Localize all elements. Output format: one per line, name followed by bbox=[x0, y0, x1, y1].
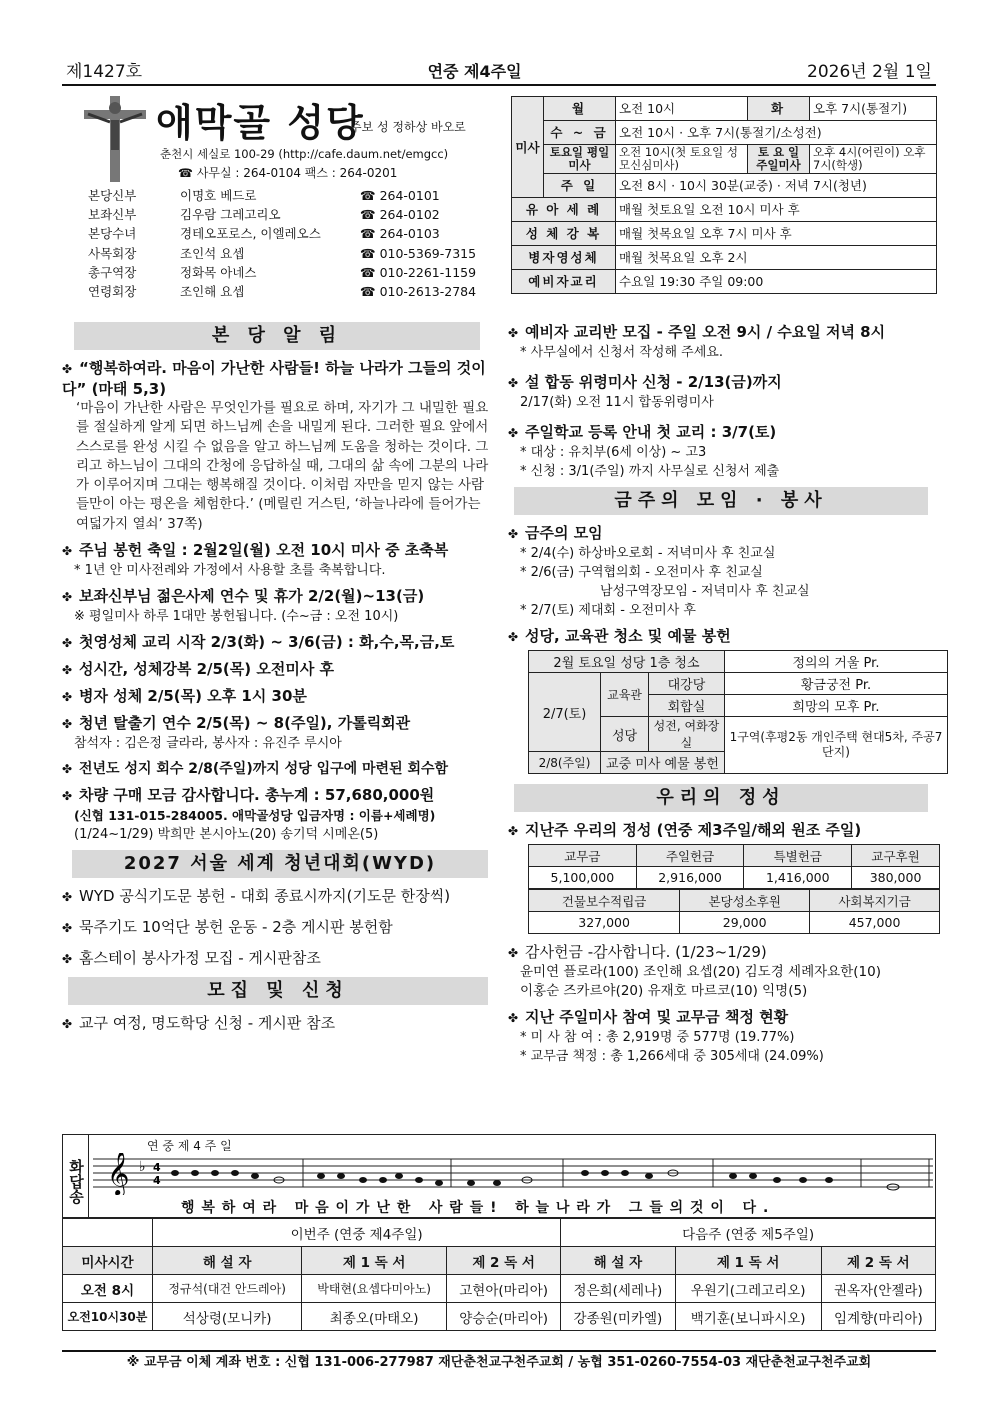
staff-row bbox=[88, 244, 498, 263]
sacrament-label: 유 아 세 례 bbox=[512, 198, 616, 222]
svg-text:4: 4 bbox=[153, 1161, 161, 1174]
notice-item-detail: ※ 평일미사 하루 1대만 봉헌됩니다. (수~금 : 오전 10시) bbox=[74, 609, 399, 625]
phone-icon: ☎ bbox=[360, 188, 376, 203]
diamond-bullet-icon: ✤ bbox=[508, 326, 519, 340]
staff-role: 보좌신부 bbox=[88, 207, 137, 223]
mass-day: 주 일 bbox=[544, 174, 616, 198]
cleaning-cell: 성당 bbox=[601, 717, 649, 752]
right-item bbox=[508, 322, 938, 362]
diamond-bullet-icon: ✤ bbox=[62, 890, 73, 905]
sacrament-label: 성 체 강 복 bbox=[512, 222, 616, 246]
schedule-header: 미사시간 bbox=[63, 1247, 153, 1275]
phone-icon: ☎ bbox=[360, 207, 376, 223]
notice-item-title: 주님 봉헌 축일 : 2월2일(월) 오전 10시 미사 중 초축복 bbox=[79, 541, 449, 560]
notice-item-detail: (신협 131-015-284005. 애막골성당 입금자명 : 이름+세례명) bbox=[74, 808, 436, 824]
right-item-detail: * 신청 : 3/1(주일) 까지 사무실로 신청서 제출 bbox=[520, 464, 780, 479]
diamond-bullet-icon: ✤ bbox=[62, 663, 73, 678]
notice-item-detail: (1/24~1/29) 박희만 본시아노(20) 송기덕 시메온(5) bbox=[74, 827, 379, 843]
meeting-heading: 금주의 모임 bbox=[525, 524, 603, 542]
schedule-cell: 정은희(세레나) bbox=[561, 1275, 675, 1303]
cleaning-block bbox=[508, 626, 943, 774]
mass-time: 오전 10시(첫 토요일 성모신심미사) bbox=[616, 145, 748, 174]
offering-table-2 bbox=[528, 889, 940, 934]
notice-item-title: 병자 성체 2/5(목) 오후 1시 30분 bbox=[79, 687, 307, 706]
notice-item bbox=[62, 713, 492, 753]
mass-time: 오전 10시 · 오후 7시(통절기/소성전) bbox=[616, 121, 937, 145]
mass-time: 오후 7시(통절기) bbox=[810, 97, 937, 121]
staff-tel-number: 010-2613-2784 bbox=[379, 284, 477, 300]
right-item-detail: 2/17(화) 오전 11시 합동위령미사 bbox=[520, 395, 714, 410]
notice-quote bbox=[62, 358, 492, 534]
recruit-section-title: 모집 및 신청 bbox=[68, 977, 488, 1005]
recruit-item-text: 교구 여정, 명도학당 신청 - 게시판 참조 bbox=[79, 1014, 336, 1033]
quote-title: “행복하여라. 마음이 가난한 사람들! 하늘 나라가 그들의 것이다” (마태 5,3) bbox=[62, 359, 486, 398]
staff-row bbox=[88, 205, 498, 224]
issue-date: 2026년 2월 1일 bbox=[807, 62, 932, 82]
offering-table bbox=[528, 844, 940, 889]
staff-role: 사목회장 bbox=[88, 245, 137, 261]
schedule-next-week: 다음주 (연중 제5주일) bbox=[561, 1219, 936, 1247]
parish-phones: ☎ 사무실 : 264-0104 팩스 : 264-0201 bbox=[178, 166, 398, 180]
thanks-line: 윤미연 플로라(100) 조인해 요셉(20) 김도경 세례자요한(10) bbox=[520, 964, 881, 980]
schedule-cell: 백기훈(보니파시오) bbox=[675, 1303, 821, 1331]
right-item-title: 예비자 교리반 모집 - 주일 오전 9시 / 수요일 저녁 8시 bbox=[525, 323, 886, 341]
cleaning-heading: 성당, 교육관 청소 및 예물 봉헌 bbox=[525, 627, 731, 645]
staff-row bbox=[88, 263, 498, 282]
schedule-row bbox=[63, 1303, 936, 1331]
mass-day: 월 bbox=[544, 97, 616, 121]
schedule-this-week: 이번주 (연중 제4주일) bbox=[153, 1219, 561, 1247]
schedule-header: 해 설 자 bbox=[153, 1247, 302, 1275]
offering-heading: 지난주 우리의 정성 (연중 제3주일/해외 원조 주일) bbox=[525, 821, 862, 839]
quote-body: ‘마음이 가난한 사람은 무엇인가를 필요로 하며, 자기가 그 내밀한 필요를 절실하게 알게 되면 하느님께 손을 내밀게 된다. 그러한 필요 앞에서 스스로를 완성 시킬 수 없음을 알고 하느님께 도움을 청하는 것이다. 그리고 하느님이 그대의 간청에 응답하실 때, 그대의 삶 속에 그분의 나라가 이루어지며 그대는 행복해질 것이다. 이처럼 자만을 믿지 않는 사람들만이 아는 평온을 체험한다.’ (메릴린 거스틴, ‘하늘나라에 들어가는 여덟가지 열쇠’ 37쪽) bbox=[76, 400, 489, 532]
schedule-cell: 권옥자(안젤라) bbox=[821, 1275, 935, 1303]
diamond-bullet-icon: ✤ bbox=[62, 762, 73, 777]
participation-line: * 교무금 책정 : 총 1,266세대 중 305세대 (24.09%) bbox=[520, 1049, 824, 1064]
sacrament-text: 매월 첫목요일 오후 2시 bbox=[616, 246, 937, 270]
offering-cell: 특별헌금 bbox=[744, 845, 852, 867]
diamond-bullet-icon: ✤ bbox=[508, 376, 519, 390]
notice-item bbox=[62, 632, 492, 653]
phone-icon: ☎ bbox=[360, 284, 376, 300]
diamond-bullet-icon: ✤ bbox=[62, 544, 73, 559]
staff-tel-number: 010-2261-1159 bbox=[379, 264, 477, 280]
schedule-cell: 우원기(그레고리오) bbox=[675, 1275, 821, 1303]
staff-role: 총구역장 bbox=[88, 264, 137, 280]
schedule-cell: 오전10시30분 bbox=[63, 1303, 153, 1331]
svg-text:4: 4 bbox=[153, 1174, 161, 1187]
right-column bbox=[508, 322, 943, 1072]
cleaning-cell: 황금궁전 Pr. bbox=[724, 673, 947, 695]
right-item-title: 주일학교 등록 안내 첫 교리 : 3/7(토) bbox=[525, 423, 777, 441]
wyd-item bbox=[62, 886, 492, 907]
notice-item-detail: * 1년 안 미사전례와 가정에서 사용할 초를 축복합니다. bbox=[74, 563, 386, 579]
participation-line: * 미 사 참 여 : 총 2,919명 중 577명 (19.77%) bbox=[520, 1030, 795, 1045]
parish-name: 애막골 성당 bbox=[156, 101, 365, 145]
thanks-block bbox=[508, 942, 938, 1001]
offering-cell: 교구후원 bbox=[852, 845, 940, 867]
staff-tel-number: 264-0101 bbox=[379, 188, 440, 203]
offering-cell: 5,100,000 bbox=[529, 867, 637, 889]
offering-cell: 29,000 bbox=[680, 912, 810, 934]
notice-item bbox=[62, 759, 492, 779]
schedule-cell: 최종오(마태오) bbox=[302, 1303, 447, 1331]
diamond-bullet-icon: ✤ bbox=[508, 824, 519, 838]
offering-cell: 본당성소후원 bbox=[680, 890, 810, 912]
staff-row bbox=[88, 224, 498, 243]
schedule-cell: 박태현(요셉다미아노) bbox=[302, 1275, 447, 1303]
svg-text:♭: ♭ bbox=[139, 1159, 146, 1175]
cleaning-cell: 교육관 bbox=[601, 673, 649, 717]
thanks-heading: 감사헌금 -감사합니다. (1/23~1/29) bbox=[525, 943, 767, 961]
notice-item-title: 성시간, 성체강복 2/5(목) 오전미사 후 bbox=[79, 660, 335, 679]
diamond-bullet-icon: ✤ bbox=[62, 921, 73, 936]
parish-address: 춘천시 세실로 100-29 (http://cafe.daum.net/emgcc) bbox=[160, 147, 449, 161]
mass-schedule-table bbox=[511, 96, 937, 294]
staff-name: 경테오포로스, 이엘레오스 bbox=[180, 226, 321, 242]
mass-time: 오전 10시 bbox=[616, 97, 748, 121]
meeting-line: * 2/7(토) 제대회 - 오전미사 후 bbox=[520, 603, 696, 618]
schedule-header: 해 설 자 bbox=[561, 1247, 675, 1275]
staff-name: 조인석 요셉 bbox=[180, 245, 245, 261]
diamond-bullet-icon: ✤ bbox=[62, 362, 73, 376]
offering-cell: 380,000 bbox=[852, 867, 940, 889]
staff-tel bbox=[360, 263, 498, 282]
schedule-row bbox=[63, 1275, 936, 1303]
notice-item bbox=[62, 785, 492, 844]
offering-cell: 교무금 bbox=[529, 845, 637, 867]
diamond-bullet-icon: ✤ bbox=[508, 426, 519, 440]
offering-cell: 1,416,000 bbox=[744, 867, 852, 889]
diamond-bullet-icon: ✤ bbox=[62, 717, 73, 732]
schedule-cell: 고현아(마리아) bbox=[446, 1275, 560, 1303]
wyd-item-text: 홈스테이 봉사가정 모집 - 게시판참조 bbox=[79, 949, 321, 968]
notice-item-title: 전년도 성지 회수 2/8(주일)까지 성당 입구에 마련된 회수함 bbox=[79, 761, 449, 778]
right-item bbox=[508, 422, 938, 481]
mass-day: 토요일 평일미사 bbox=[544, 145, 616, 174]
cleaning-cell: 회합실 bbox=[649, 695, 725, 717]
phone-icon: ☎ bbox=[360, 226, 376, 242]
offering-section-title: 우리의 정성 bbox=[514, 784, 928, 812]
staff-list bbox=[88, 186, 498, 301]
schedule-cell: 임계향(마리아) bbox=[821, 1303, 935, 1331]
mass-label: 미사 bbox=[512, 97, 544, 198]
offering-cell: 건물보수적립금 bbox=[529, 890, 680, 912]
phone-icon: ☎ bbox=[360, 264, 376, 280]
staff-name: 김우람 그레고리오 bbox=[180, 207, 281, 223]
notice-item-title: 첫영성체 교리 시작 2/3(화) ~ 3/6(금) : 화,수,목,금,토 bbox=[79, 633, 455, 652]
participation-block bbox=[508, 1007, 938, 1066]
diamond-bullet-icon: ✤ bbox=[62, 789, 73, 804]
staff-tel bbox=[360, 244, 498, 263]
right-item-title: 설 합동 위령미사 신청 - 2/13(금)까지 bbox=[525, 373, 782, 391]
sacrament-label: 병자영성체 bbox=[512, 246, 616, 270]
meeting-line: * 2/4(수) 하상바오로회 - 저녁미사 후 친교실 bbox=[520, 546, 776, 561]
lector-schedule-table bbox=[62, 1218, 936, 1331]
staff-role: 연령회장 bbox=[88, 284, 137, 300]
schedule-header: 제 2 독 서 bbox=[446, 1247, 560, 1275]
staff-name: 이명호 베드로 bbox=[180, 188, 257, 203]
right-item-detail: * 대상 : 유치부(6세 이상) ~ 고3 bbox=[520, 445, 707, 460]
offering-cell: 327,000 bbox=[529, 912, 680, 934]
mass-day: 토 요 일 주일미사 bbox=[748, 145, 810, 174]
schedule-header: 제 2 독 서 bbox=[821, 1247, 935, 1275]
meeting-line: 남성구역장모임 - 저녁미사 후 친교실 bbox=[600, 584, 810, 599]
psalm-label: 화답송 bbox=[63, 1135, 89, 1217]
music-staff bbox=[93, 1153, 933, 1195]
schedule-cell: 강종원(미카엘) bbox=[561, 1303, 675, 1331]
thanks-line: 이홍순 즈카르야(20) 유재호 마르코(10) 익명(5) bbox=[520, 983, 808, 999]
account-footer: ※ 교무금 이체 계좌 번호 : 신협 131-006-277987 재단춘천교구천주교회 / 농협 351-0260-7554-03 재단춘천교구천주교회 bbox=[62, 1350, 936, 1374]
staff-tel bbox=[360, 186, 498, 205]
phone-icon: ☎ bbox=[360, 245, 376, 261]
staff-tel-number: 264-0102 bbox=[379, 207, 440, 223]
right-item bbox=[508, 372, 938, 412]
offering-cell: 2,916,000 bbox=[636, 867, 744, 889]
staff-tel-number: 010-5369-7315 bbox=[379, 245, 477, 261]
psalm-week: 연 중 제 4 주 일 bbox=[147, 1139, 232, 1153]
offering-cell: 주일헌금 bbox=[636, 845, 744, 867]
mass-time: 오후 4시(어린이) 오후 7시(학생) bbox=[810, 145, 937, 174]
offering-cell: 사회복지기금 bbox=[810, 890, 940, 912]
wyd-section-title: 2027 서울 세계 청년대회(WYD) bbox=[72, 850, 488, 878]
psalm-response-score bbox=[62, 1134, 936, 1218]
participation-heading: 지난 주일미사 참여 및 교무금 책정 현황 bbox=[525, 1008, 789, 1026]
schedule-cell: 석상령(모니카) bbox=[153, 1303, 302, 1331]
cleaning-cell: 2/8(주일) bbox=[529, 752, 601, 774]
schedule-cell: 정규석(대건 안드레아) bbox=[153, 1275, 302, 1303]
crucifix-icon bbox=[80, 92, 150, 184]
staff-tel bbox=[360, 224, 498, 243]
diamond-bullet-icon: ✤ bbox=[508, 527, 519, 541]
schedule-corner bbox=[63, 1219, 153, 1247]
staff-name: 조인해 요셉 bbox=[180, 284, 245, 300]
mass-time: 오전 8시 · 10시 30분(교중) · 저녁 7시(청년) bbox=[616, 174, 937, 198]
left-column bbox=[62, 322, 492, 1040]
staff-name: 정화목 아네스 bbox=[180, 264, 257, 280]
sacrament-text: 매월 첫목요일 오후 7시 미사 후 bbox=[616, 222, 937, 246]
cleaning-cell: 2/7(토) bbox=[529, 673, 601, 752]
notice-item-detail: 참석자 : 김은정 글라라, 봉사자 : 유진주 루시아 bbox=[74, 736, 342, 752]
cleaning-cell: 정의의 거울 Pr. bbox=[724, 651, 947, 673]
notice-item-title: 차량 구매 모금 감사합니다. 총누계 : 57,680,000원 bbox=[79, 786, 435, 805]
cleaning-cell: 2월 토요일 성당 1층 청소 bbox=[529, 651, 725, 673]
mass-day: 화 bbox=[748, 97, 810, 121]
staff-tel bbox=[360, 282, 498, 301]
sacrament-text: 매월 첫토요일 오전 10시 미사 후 bbox=[616, 198, 937, 222]
cleaning-table bbox=[528, 650, 948, 774]
diamond-bullet-icon: ✤ bbox=[508, 630, 519, 644]
cleaning-cell: 교중 미사 예물 봉헌 bbox=[601, 752, 725, 774]
staff-tel bbox=[360, 205, 498, 224]
notice-item bbox=[62, 686, 492, 707]
cleaning-cell: 대강당 bbox=[649, 673, 725, 695]
issue-number: 제1427호 bbox=[66, 62, 143, 82]
notice-item bbox=[62, 659, 492, 680]
mass-day: 수 ~ 금 bbox=[544, 121, 616, 145]
wyd-item-text: 묵주기도 10억단 봉헌 운동 - 2층 게시판 봉헌함 bbox=[79, 918, 393, 937]
offering-block bbox=[508, 820, 938, 934]
diamond-bullet-icon: ✤ bbox=[62, 952, 73, 967]
notice-section-title: 본 당 알 림 bbox=[74, 322, 480, 350]
diamond-bullet-icon: ✤ bbox=[508, 946, 519, 960]
schedule-cell: 양승순(마리아) bbox=[446, 1303, 560, 1331]
parish-patron: 주보 성 정하상 바오로 bbox=[350, 120, 466, 134]
schedule-header: 제 1 독 서 bbox=[675, 1247, 821, 1275]
wyd-item bbox=[62, 917, 492, 938]
sacrament-label: 예비자교리 bbox=[512, 270, 616, 294]
staff-row bbox=[88, 186, 498, 205]
schedule-cell: 오전 8시 bbox=[63, 1275, 153, 1303]
psalm-lyrics: 행 복 하 여 라 마 음 이 가 난 한 사 람 들 ! 하 늘 나 라 가 그 들 의 것 이 다 . bbox=[181, 1200, 770, 1216]
staff-tel-number: 264-0103 bbox=[379, 226, 440, 242]
sacrament-text: 수요일 19:30 주일 09:00 bbox=[616, 270, 937, 294]
schedule-header: 제 1 독 서 bbox=[302, 1247, 447, 1275]
wyd-item bbox=[62, 948, 492, 969]
notice-item bbox=[62, 540, 492, 580]
wyd-item-text: WYD 공식기도문 봉헌 - 대회 종료시까지(기도문 한장씩) bbox=[79, 887, 451, 906]
diamond-bullet-icon: ✤ bbox=[508, 1011, 519, 1025]
liturgical-week: 연중 제4주일 bbox=[427, 62, 522, 81]
cleaning-cell: 성전, 여화장실 bbox=[649, 717, 725, 752]
staff-role: 본당수녀 bbox=[88, 226, 137, 242]
right-item-detail: * 사무실에서 신청서 작성해 주세요. bbox=[520, 345, 723, 360]
diamond-bullet-icon: ✤ bbox=[62, 1017, 73, 1032]
notice-item-title: 보좌신부님 젊은사제 연수 및 휴가 2/2(월)~13(금) bbox=[79, 587, 425, 606]
notice-item-title: 청년 탈출기 연수 2/5(목) ~ 8(주일), 가톨릭회관 bbox=[79, 714, 411, 733]
cleaning-cell: 희망의 모후 Pr. bbox=[724, 695, 947, 717]
diamond-bullet-icon: ✤ bbox=[62, 590, 73, 605]
recruit-item bbox=[62, 1013, 492, 1034]
header-bar bbox=[62, 62, 936, 86]
diamond-bullet-icon: ✤ bbox=[62, 636, 73, 651]
staff-row bbox=[88, 282, 498, 301]
meeting-block bbox=[508, 523, 938, 620]
offering-cell: 457,000 bbox=[810, 912, 940, 934]
notice-item bbox=[62, 586, 492, 626]
svg-text:𝄞: 𝄞 bbox=[107, 1153, 130, 1195]
meeting-section-title: 금주의 모임 · 봉사 bbox=[514, 487, 928, 515]
cleaning-cell: 1구역(후평2동 개인주택 현대5차, 주공7단지) bbox=[724, 717, 947, 774]
diamond-bullet-icon: ✤ bbox=[62, 690, 73, 705]
staff-role: 본당신부 bbox=[88, 188, 137, 203]
meeting-line: * 2/6(금) 구역협의회 - 오전미사 후 친교실 bbox=[520, 565, 763, 580]
